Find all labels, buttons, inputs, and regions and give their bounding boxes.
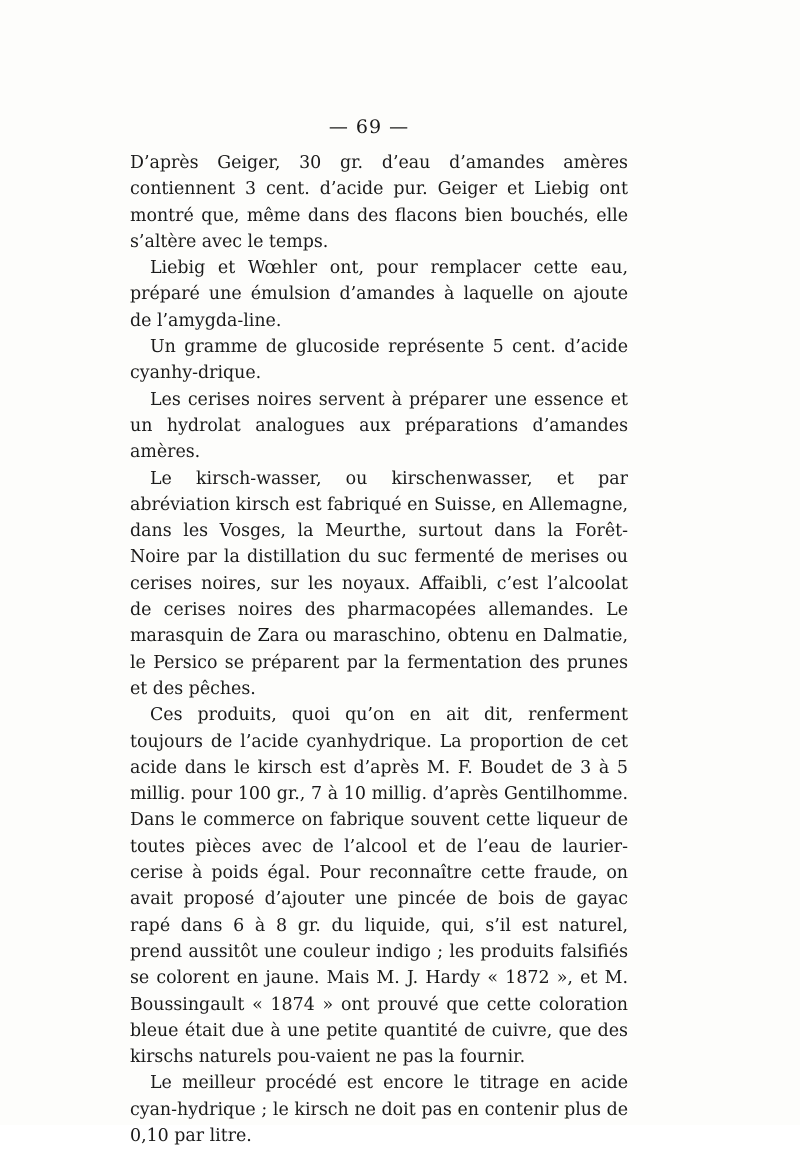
body-text — [130, 150, 628, 1149]
paragraph-produits: Ces produits, quoi qu’on en ait dit, renferment toujours de l’acide cyanhydrique. La proportion de cet acide dans le kirsch est d’après M. F. Boudet de 3 à 5 millig. pour 100 gr., 7 à 10 millig. d’après Gentilhomme. Dans le commerce on fabrique souvent cette liqueur de toutes pièces avec de l’alcool et de l’eau de laurier-cerise à poids égal. Pour reconnaître cette fraude, on avait proposé d’ajouter une pincée de bois de gayac rapé dans 6 à 8 gr. du liquide, qui, s’il est naturel, prend aussitôt une couleur indigo ; les produits falsifiés se colorent en jaune. Mais M. J. Hardy « 1872 », et M. Boussingault « 1874 » ont prouvé que cette coloration bleue était due à une petite quantité de cuivre, que des kirschs naturels pou-vaient ne pas la fournir. — [130, 705, 628, 1068]
paragraph-liebig-woehler: Liebig et Wœhler ont, pour remplacer cette eau, préparé une émulsion d’amandes à laquelle on ajoute de l’amygda-line. — [130, 258, 628, 331]
paragraph-kirsch-wasser: Le kirsch-wasser, ou kirschenwasser, et par abréviation kirsch est fabriqué en Suisse, en Allemagne, dans les Vosges, la Meurthe, surtout dans la Forêt-Noire par la distillation du suc fermenté de merises ou cerises noires, sur les noyaux. Affaibli, c’est l’alcoolat de cerises noires des pharmacopées allemandes. Le marasquin de Zara ou maraschino, obtenu en Dalmatie, le Persico se préparent par la fermentation des prunes et des pêches. — [130, 468, 629, 699]
paragraph-cerises-noires: Les cerises noires servent à préparer une essence et un hydrolat analogues aux préparations d’amandes amères. — [130, 389, 628, 463]
paragraph-glucoside: Un gramme de glucoside représente 5 cent. d’acide cyanhy-drique. — [130, 337, 628, 384]
paragraph-geiger: D’après Geiger, 30 gr. d’eau d’amandes amères contiennent 3 cent. d’acide pur. Geiger et Liebig ont montré que, même dans des flacons bien bouchés, elle s’altère avec le temps. — [130, 153, 628, 252]
page-number: — 69 — — [328, 116, 410, 138]
paragraph-titrage: Le meilleur procédé est encore le titrage en acide cyan-hydrique ; le kirsch ne doit pas en contenir plus de 0,10 par litre. — [130, 1073, 628, 1146]
